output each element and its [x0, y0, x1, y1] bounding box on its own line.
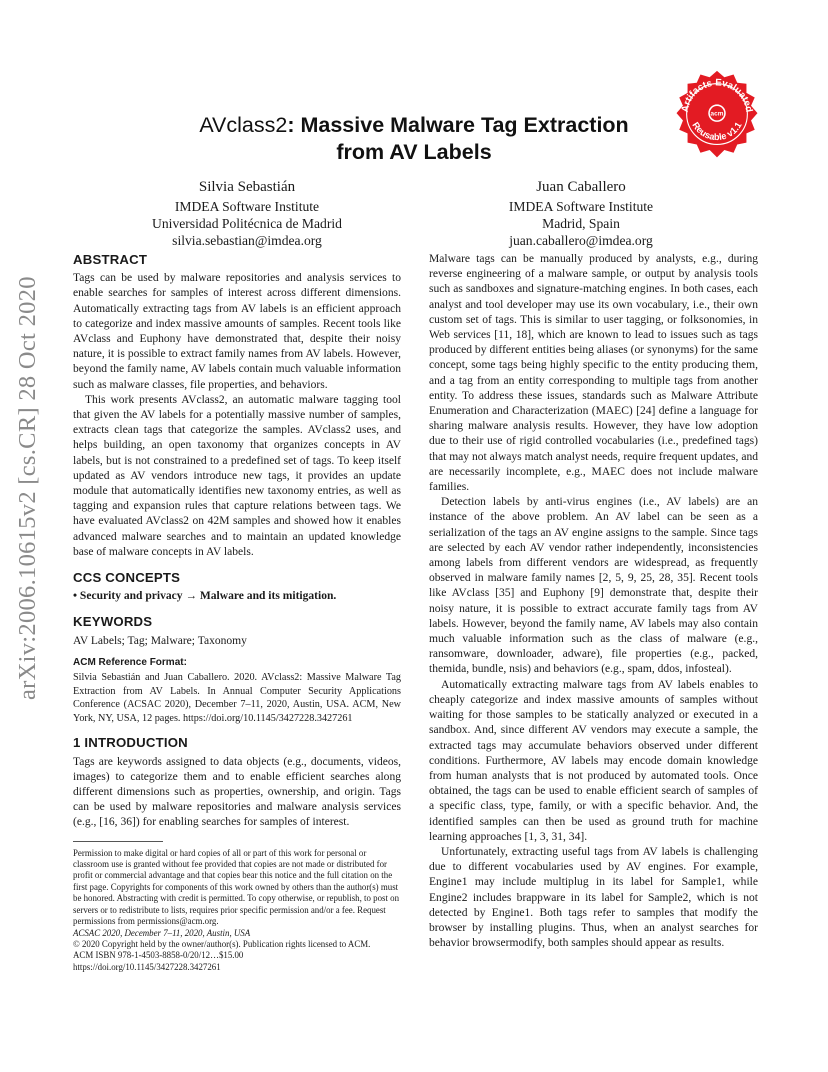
title-tool-name: AVclass2 — [199, 113, 288, 137]
keywords-text: AV Labels; Tag; Malware; Taxonomy — [73, 634, 247, 647]
reference-format-heading: ACM Reference Format: — [73, 656, 187, 668]
right-column — [429, 252, 758, 951]
paper-title — [0, 112, 828, 166]
ccs-concepts: • Security and privacy → Malware and its mitigation. — [73, 590, 337, 603]
author-email: silvia.sebastian@imdea.org — [172, 233, 322, 249]
author-affiliation: IMDEA Software Institute — [508, 199, 654, 214]
footnote-rule — [73, 841, 163, 842]
abstract-heading: ABSTRACT — [73, 252, 148, 267]
reference-format-text: Silvia Sebastián and Juan Caballero. 2020. AVclass2: Massive Malware Tag Extraction from AV Labels. In Annual Computer Security Applications Conference (ACSAC 2020), December 7–11, 2020, Austin, USA. ACM, New York, NY, USA, 12 pages. https://doi.org/10.1145/3427228.3427261 — [73, 672, 401, 724]
author-name: Juan Caballero — [536, 179, 626, 195]
body-paragraph: Automatically extracting malware tags from AV labels enables to cheaply categorize and index massive amounts of samples without waiting for those samples to be statically analyzed or executed in a sandbox. And, since different AV vendors may execute a sample, the extracted tags may accumulate behaviors observed under different conditions. Furthermore, AV labels may encode domain knowledge from human analysts that is not produced by automated tools. Once obtained, the tags can be used to enable efficient search of samples of a specific class, type, family, or with a specific behavior. And, the identified samples can then be used as ground truth for machine learning approaches [1, 3, 31, 34]. — [429, 678, 758, 843]
keywords-heading: KEYWORDS — [73, 614, 153, 630]
abstract-paragraph: This work presents AVclass2, an automatic malware tagging tool that given the AV labels for a potentially massive number of samples, extracts clean tags that categorize the samples. AVclass2 uses, and helps building, an open taxonomy that organizes concepts in AV labels, but is not constrained to a predefined set of tags. To keep itself updated as AV vendors introduce new tags, it provides an update module that automatically identifies new taxonomy entries, as well as tagging and expansion rules that capture relations between tags. We have evaluated AVclass2 on 42M samples and showed how it enables advanced malware searches and to maintain an updated knowledge base of malware concepts in AV labels. — [73, 393, 401, 558]
title-line2: from AV Labels — [336, 140, 492, 164]
author-block-1 — [97, 178, 397, 250]
copyright-notice: © 2020 Copyright held by the owner/author(s). Publication rights licensed to ACM. — [73, 938, 371, 949]
acm-logo-icon: acm — [710, 110, 724, 118]
permission-notice: Permission to make digital or hard copies of all or part of this work for personal or classroom use is granted without fee provided that copies are not made or distributed for profit or commercial advantage and that copies bear this notice and the full citation on the first page. Copyrights for components of this work owned by others than the author(s) must be honored. Abstracting with credit is permitted. To copy otherwise, or republish, to post on servers or to redistribute to lists, requires prior specific permission and/or a fee. Request permissions from permissions@acm.org. — [73, 847, 400, 927]
author-affiliation: Madrid, Spain — [542, 216, 620, 232]
badge-top-text: Artifacts Evaluated — [679, 77, 755, 114]
body-paragraph: Detection labels by anti-virus engines (i.e., AV labels) are an instance of the above problem. An AV label can be seen as a serialization of the tags an AV engine assigns to the sample. Since tags are selected by each AV vendor rather independently, inconsistencies among labels from different vendors are widespread, as frequently observed in malware family names [2, 5, 9, 25, 28, 35]. Recent tools like AVclass [35] and Euphony [9] demonstrate that, despite their noisy nature, it is possible to extract accurate family tags from AV labels. However, beyond the family name, AV labels may also contain much valuable information such as the class of malware (e.g., ransomware, downloader, adware), file properties (e.g., packed, themida, bundle, nsis) and behaviors (e.g., spam, ddos, infosteal). — [429, 496, 758, 676]
author-block-2 — [431, 178, 731, 250]
title-line1: : Massive Malware Tag Extraction — [287, 113, 629, 137]
author-affiliation: IMDEA Software Institute — [174, 199, 320, 214]
body-paragraph: Unfortunately, extracting useful tags from AV labels is challenging due to different vocabularies used by AV engines. For example, Engine1 may include multiplug in its label for Sample1, while Engine2 includes brappware in its label for Sample2, which is not detected by Engine1. Both tags refer to samples that modify the browser by installing plugins. Thus, when an analyst searches for behavior browsermodify, both samples should appear as results. — [429, 845, 758, 950]
doi-link[interactable]: https://doi.org/10.1145/3427228.3427261 — [73, 961, 221, 972]
abstract-paragraph: Tags can be used by malware repositories and analysis services to enable searches for samples of interest across different dimensions. Automatically extracting tags from AV labels is an efficient approach to categorize and index massive amounts of samples. Recent tools like AVclass and Euphony have demonstrated that, despite their noisy nature, it is possible to extract family names from AV labels. However, beyond the family name, AV labels contain much valuable information such as malware classes, file properties, and behaviors. — [73, 272, 401, 391]
ccs-heading: CCS CONCEPTS — [73, 570, 181, 586]
arxiv-stamp: arXiv:2006.10615v2 [cs.CR] 28 Oct 2020 — [14, 276, 41, 700]
isbn: ACM ISBN 978-1-4503-8858-0/20/12…$15.00 — [73, 950, 244, 961]
author-affiliation: Universidad Politécnica de Madrid — [152, 216, 342, 232]
left-column — [73, 252, 401, 973]
introduction-paragraph: Tags are keywords assigned to data objects (e.g., documents, videos, images) to categorize them and to enable efficient searches along different dimensions such as properties, ownership, and origin. Tags can be used by malware repositories and malware analysis services (e.g., [16, 36]) for enabling searches for samples of interest. — [73, 755, 401, 829]
conference-info: ACSAC 2020, December 7–11, 2020, Austin, USA — [73, 927, 251, 938]
author-email: juan.caballero@imdea.org — [509, 233, 653, 249]
badge-bottom-text: Reusable v1.1 — [690, 120, 744, 143]
introduction-heading: 1 INTRODUCTION — [73, 735, 188, 751]
body-paragraph: Malware tags can be manually produced by analysts, e.g., during reverse engineering of a malware sample, or output by analysis tools such as sandboxes and signature-matching engines. In both cases, each analyst and tool developer may use its own vocabulary, i.e., their own custom set of tags. This is similar to user tagging, or folksonomies, in Web services [11, 18], which are known to lead to issues such as tags produced by different entities being aliases (or synonyms) for the same concept, some tags being highly specific to the entity producing them, and a tag from an entity corresponding to multiple tags from another entity. To address these issues, standards such as Malware Attribute Enumeration and Characterization (MAEC) [24] define a language for sharing malware analysis results. However, they have low adoption due to their use of rigid controlled vocabularies (i.e., predefined tags) that may not always match analyst needs, require frequent updates, and are necessarily incomplete, e.g., MAEC does not include malware families. — [429, 253, 758, 494]
author-name: Silvia Sebastián — [198, 179, 296, 195]
